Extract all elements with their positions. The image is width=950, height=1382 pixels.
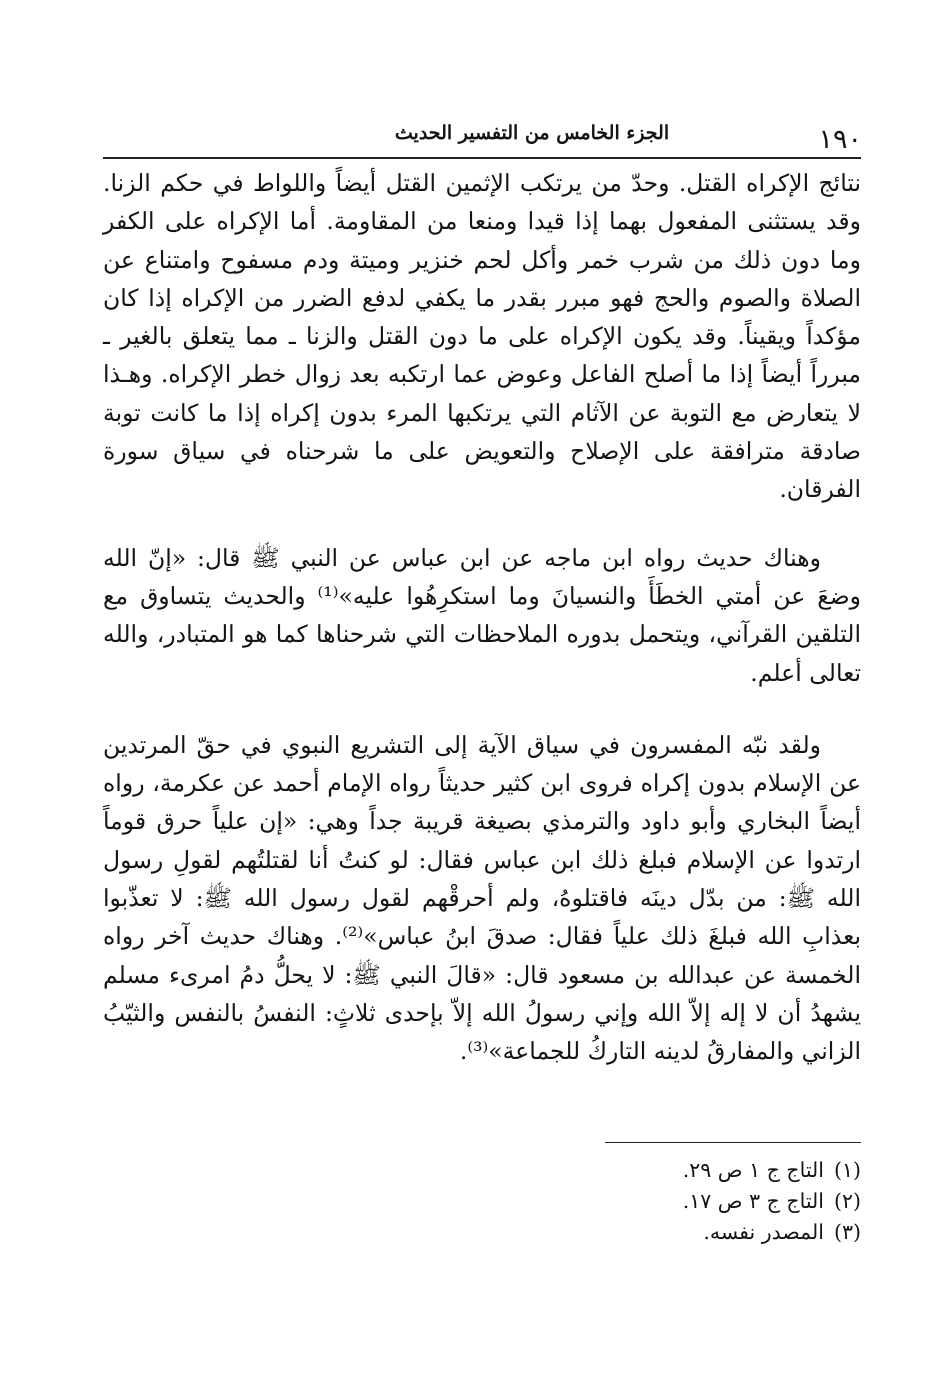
footnote-1 <box>103 1155 861 1186</box>
paragraph-3: ولقد نبّه المفسرون في سياق الآية إلى التشريع النبوي في حقّ المرتدين عن الإسلام بدون إكراه فروى ابن كثير حديثاً رواه الإمام أحمد عن عكرمة، رواه أيضاً البخاري وأبو داود والترمذي بصيغة قريبة جداً وهي: «إن علياً حرق قوماً ارتدوا عن الإسلام فبلغ ذلك ابن عباس فقال: لو كنتُ أنا لقتلتُهم لقولِ رسول الله ﷺ: من بدّل دينَه فاقتلوهُ، ولم أحرقْهم لقول رسول الله ﷺ: لا تعذّبوا بعذابِ الله فبلغَ ذلك علياً فقال: صدقَ ابنُ عباس»⁽²⁾. وهناك حديث آخر رواه الخمسة عن عبدالله بن مسعود قال: «قالَ النبي ﷺ: لا يحلُّ دمُ امرىء مسلم يشهدُ أن لا إله إلاّ الله وإني رسولُ الله إلاّ بإحدى ثلاثٍ: النفسُ بالنفس والثيّبُ الزاني والمفارقُ لدينه التاركُ للجماعة»⁽³⁾. <box>103 730 862 1066</box>
footnote-text: المصدر نفسه. <box>703 1220 824 1244</box>
footnote-mark: (٢) <box>833 1189 861 1213</box>
paragraph-spacer <box>103 692 861 726</box>
footnote-mark: (٣) <box>833 1220 861 1244</box>
footnote-mark: (١) <box>833 1158 861 1182</box>
paragraph-1: نتائج الإكراه القتل. وحدّ من يرتكب الإثمين القتل أيضاً واللواط في حكم الزنا. وقد يستثنى المفعول بهما إذا قيدا ومنعا من المقاومة. أما الإكراه على الكفر وما دون ذلك من شرب خمر وأكل لحم خنزير وميتة ودم مسفوح وامتناع عن الصلاة والصوم والحج فهو مبرر بقدر ما يكفي لدفع الضرر من الإكراه إذا كان مؤكداً ويقيناً. وقد يكون الإكراه على ما دون القتل والزنا ـ مما يتعلق بالغير ـ مبرراً أيضاً إذا ما أصلح الفاعل وعوض عما ارتكبه بعد زوال خطر الإكراه. وهـذا لا يتعارض مع التوبة عن الآثام التي يرتكبها المرء بدون إكراه إذا ما كانت توبة صادقة مترافقة على الإصلاح والتعويض على ما شرحناه في سياق سورة الفرقان. <box>103 169 861 504</box>
footnote-2 <box>103 1186 861 1217</box>
header-rule <box>103 157 861 159</box>
paragraph-spacer <box>103 509 861 539</box>
page-number: ١٩٠ <box>818 124 862 155</box>
running-title: الجزء الخامس من التفسير الحديث <box>394 122 670 144</box>
footnote-text: التاج ج ١ ص ٢٩. <box>682 1158 824 1182</box>
footnote-text: التاج ج ٣ ص ١٧. <box>682 1189 824 1213</box>
body-text <box>103 164 861 1071</box>
footnote-rule <box>605 1142 861 1143</box>
footnotes <box>103 1155 861 1248</box>
footnote-3 <box>103 1217 861 1248</box>
paragraph-2: وهناك حديث رواه ابن ماجه عن ابن عباس عن النبي ﷺ قال: «إنّ الله وضعَ عن أمتي الخطَأَ والنسيانَ وما استكرِهُوا عليه»⁽¹⁾ والحديث يتساوق مع التلقين القرآني، ويتحمل بدوره الملاحظات التي شرحناها كما هو المتبادر، والله تعالى أعلم. <box>103 543 861 687</box>
page-header <box>102 118 862 154</box>
